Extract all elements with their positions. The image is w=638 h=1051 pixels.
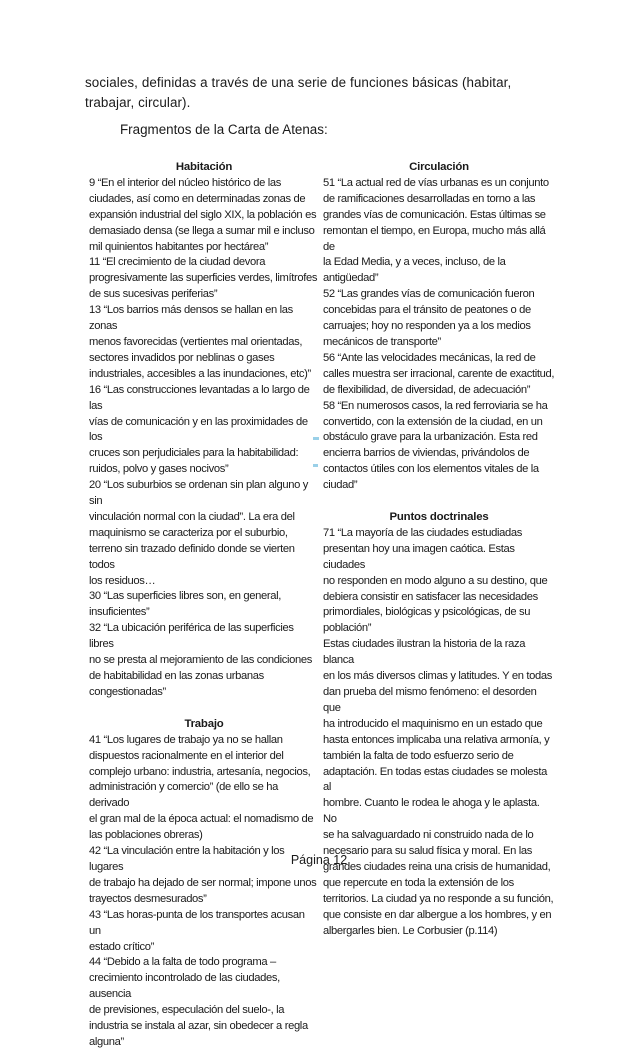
right-column xyxy=(323,160,555,940)
scan-artifact-mark xyxy=(313,464,318,467)
text-circulacion: 51 “La actual red de vías urbanas es un conjunto de ramificaciones desarrolladas en torno a las grandes vías de comunicación. Estas últimas se remontan el tiempo, en Europa, mucho más allá de la Edad Media, y a veces, incluso, de la antigüedad” 52 “Las grandes vías de comunicación fueron concebidas para el tránsito de peatones o de carruajes; hoy no responden ya a los medios mecánicos de transporte” 56 “Ante las velocidades mecánicas, la red de calles muestra ser irracional, carente de exactitud, de flexibilidad, de diversidad, de adecuación” 58 “En numerosos casos, la red ferroviaria se ha convertido, con la extensión de la ciudad, en un obstáculo grave para la urbanización. Esta red encierra barrios de viviendas, privándolos de contactos útiles con los elementos vitales de la ciudad” xyxy=(323,176,555,492)
heading-habitacion: Habitación xyxy=(175,161,233,173)
text-trabajo: 41 “Los lugares de trabajo ya no se hallan dispuestos racionalmente en el interior del complejo urbano: industria, artesanía, negocios, administración y comercio” (de ello se ha derivado el gran mal de la época actual: el nomadismo de las poblaciones obreras) 42 “La vinculación entre la habitación y los lugares de trabajo ha dejado de ser normal; impone unos trayectos desmesurados” 43 “Las horas-punta de los transportes acusan un estado crítico” 44 “Debido a la falta de todo programa – crecimiento incontrolado de las ciudades, ausencia de previsiones, especulación del suelo-, la industria se instala al azar, sin obedecer a regla alguna” xyxy=(89,733,317,1048)
text-puntos-doctrinales: 71 “La mayoría de las ciudades estudiadas presentan hoy una imagen caótica. Estas ciudades no responden en modo alguno a su destino, que debiera consistir en satisfacer las necesidades primordiales, biológicas y psicológicas, de su población” Estas ciudades ilustran la historia de la raza blanca en los más diversos climas y latitudes. Y en todas dan prueba del mismo fenómeno: el desorden que ha introducido el maquinismo en un estado que hasta entonces implicaba una relativa armonía, y también la falta de todo esfuerzo serio de adaptación. En todas estas ciudades se molesta al hombre. Cuanto le rodea le ahoga y le aplasta. No se ha salvaguardado ni construido nada de lo necesario para su salud física y moral. En las grandes ciudades reina una crisis de humanidad, que repercute en toda la extensión de los territorios. La ciudad ya no responde a su función, que consiste en dar albergue a los hombres, y en albergarles bien. Le Corbusier (p.114) xyxy=(323,526,554,937)
left-column xyxy=(89,160,319,1051)
heading-circulacion: Circulación xyxy=(409,161,469,173)
scan-artifact-mark xyxy=(313,437,319,440)
heading-trabajo: Trabajo xyxy=(184,717,224,730)
intro-paragraph: sociales, definidas a través de una serie de funciones básicas (habitar, trabajar, circular). xyxy=(85,75,512,110)
text-habitacion: 9 “En el interior del núcleo histórico de las ciudades, así como en determinadas zonas de expansión industrial del siglo XIX, la población es demasiado densa (se llega a sumar mil e incluso mil quinientos habitantes por hectárea” 11 “El crecimiento de la ciudad devora progresivamente las superficies verdes, limítrofes de sus sucesivas periferias” 13 “Los barrios más densos se hallan en las zonas menos favorecidas (vertientes mal orientadas, sectores invadidos por neblinas o gases industriales, accesibles a las inundaciones, etc)” 16 “Las construcciones levantadas a lo largo de las vías de comunicación y en las proximidades de los cruces son perjudiciales para la habitabilidad: ruidos, polvo y gases nocivos” 20 “Los suburbios se ordenan sin plan alguno y sin vinculación normal con la ciudad”. La era del maquinismo se caracteriza por el suburbio, terreno sin trazado definido donde se vierten todos los residuos… 30 “Las superficies libres son, en general, insuficientes” 32 “La ubicación periférica de las superficies libres no se presta al mejoramiento de las condiciones de habitabilidad en las zonas urbanas congestionadas” xyxy=(89,176,318,698)
page-number: Página 12 xyxy=(290,853,348,867)
section-subtitle: Fragmentos de la Carta de Atenas: xyxy=(120,122,328,137)
heading-puntos-doctrinales: Puntos doctrinales xyxy=(389,511,489,524)
